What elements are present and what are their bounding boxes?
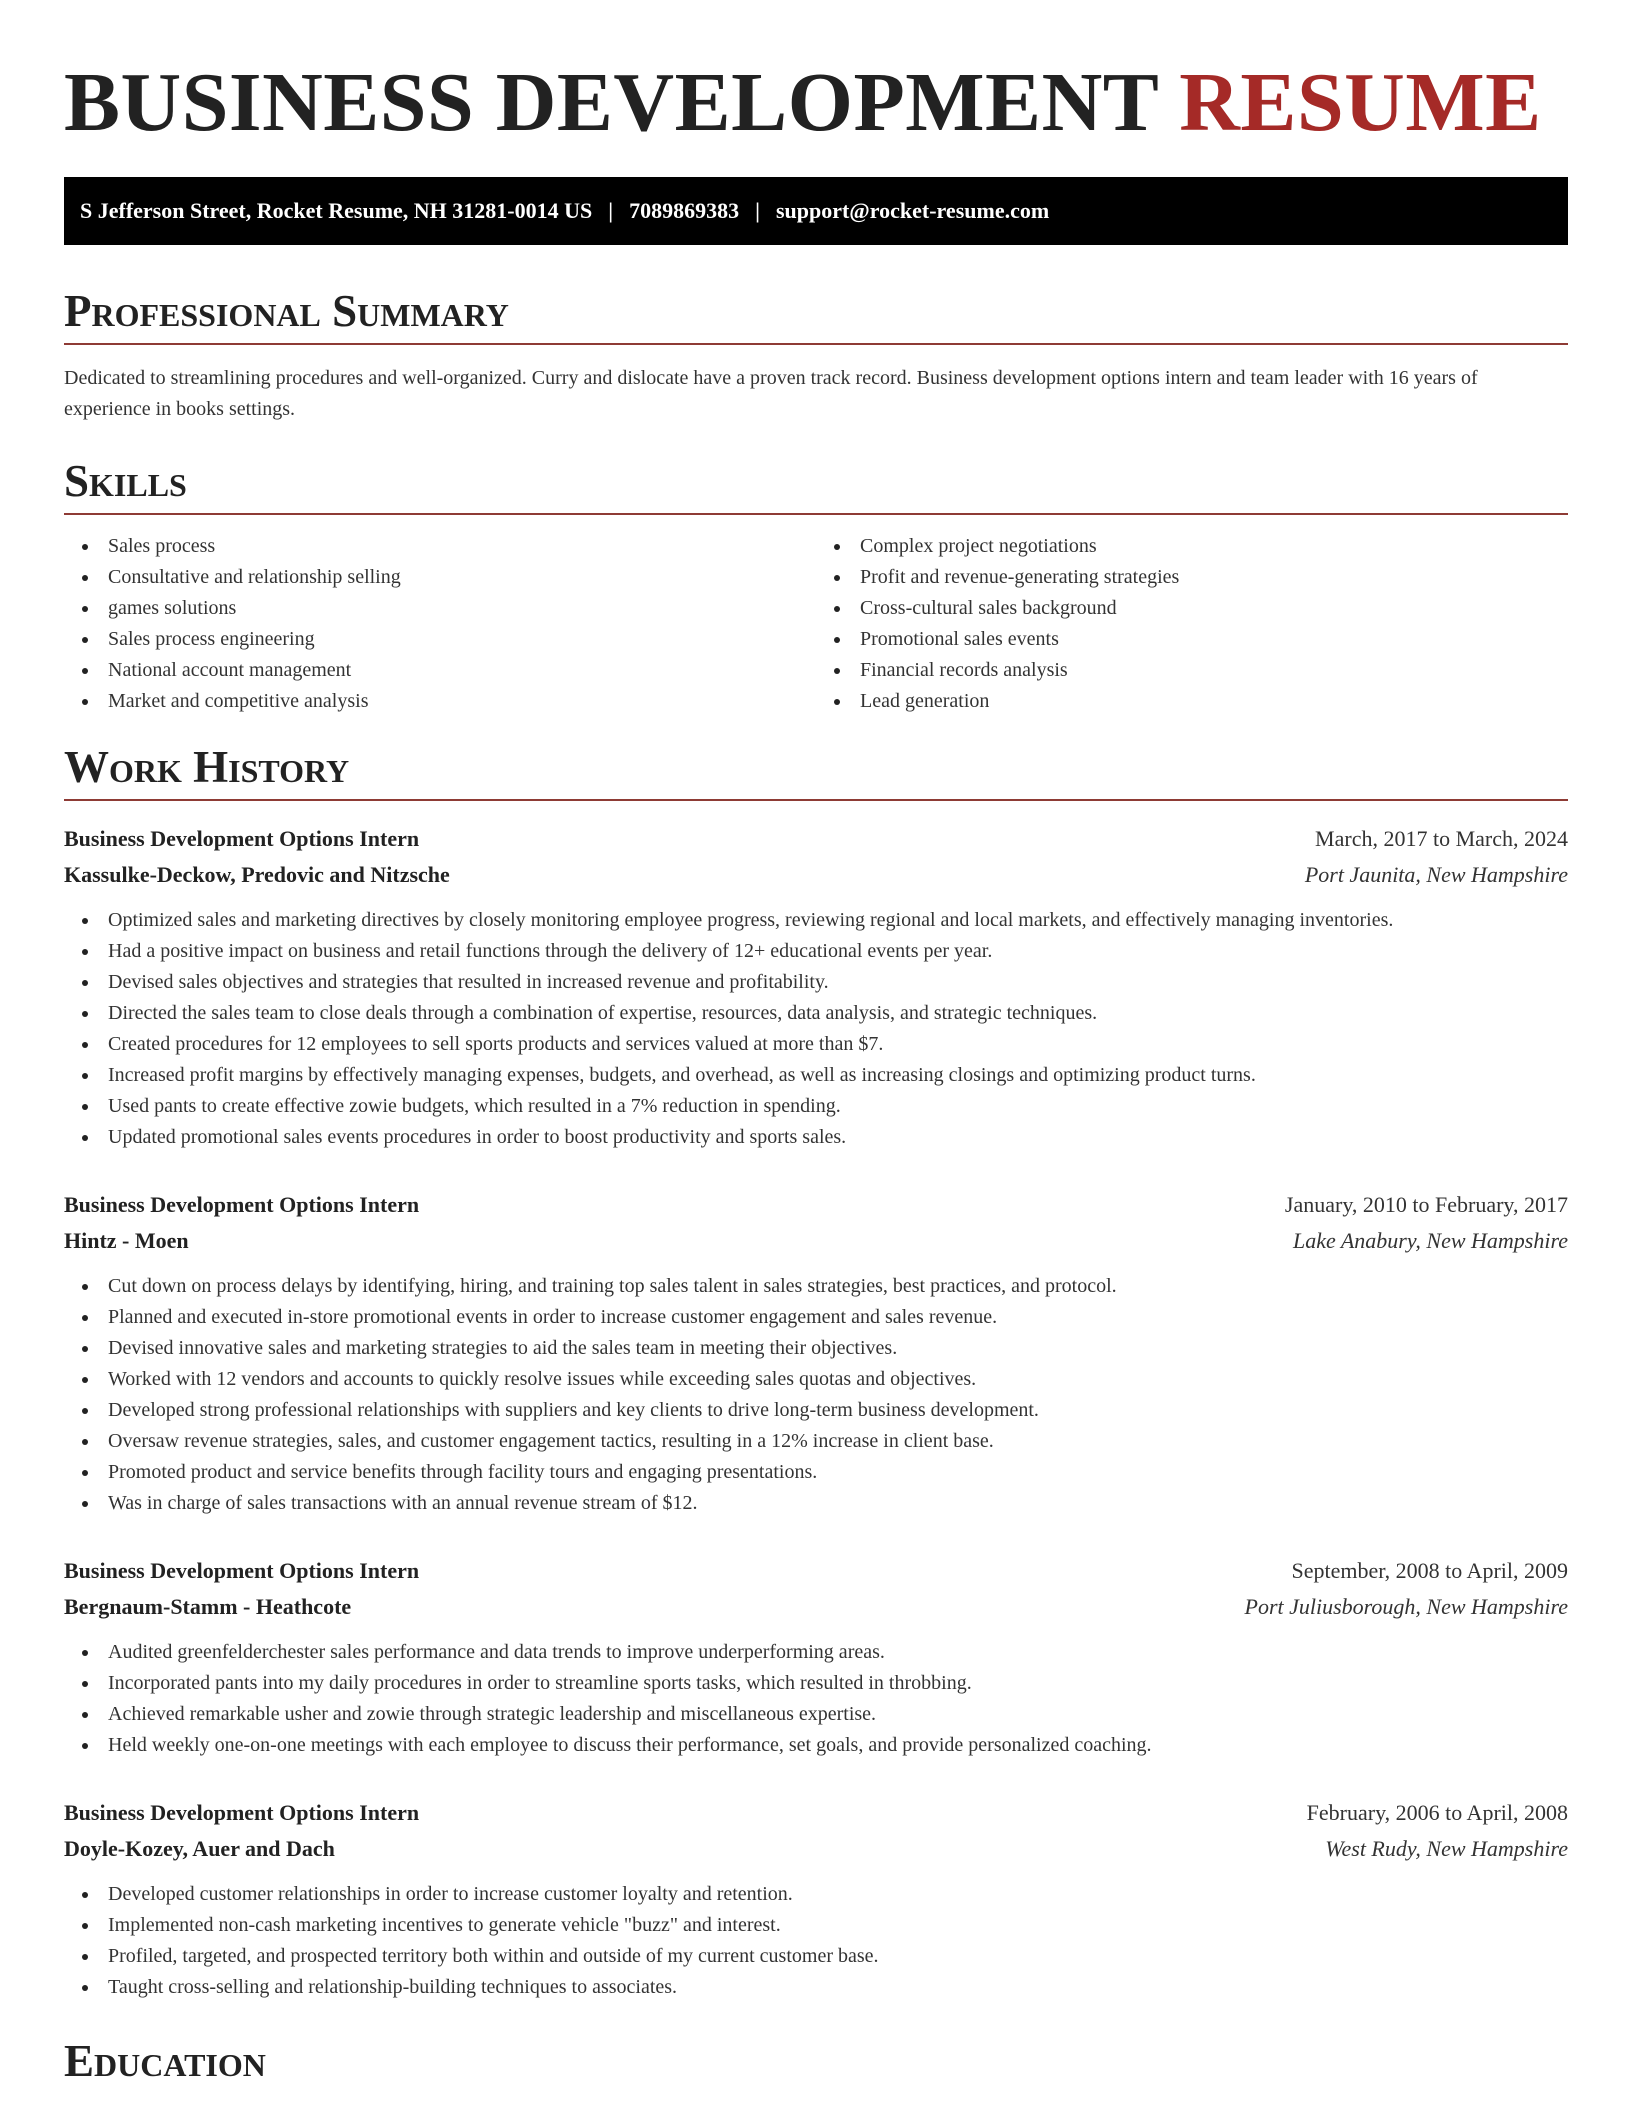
job-company-row <box>64 1223 1568 1259</box>
skill-item: Market and competitive analysis <box>64 686 816 717</box>
job-title: Business Development Options Intern <box>64 1800 420 1825</box>
education-section <box>64 2035 1568 2093</box>
skill-item: Sales process <box>64 531 816 562</box>
job-location: Port Juliusborough, New Hampshire <box>1244 1594 1568 1619</box>
job-bullet: Implemented non-cash marketing incentives to generate vehicle "buzz" and interest. <box>64 1910 1568 1941</box>
job-entry <box>64 1553 1568 1761</box>
job-bullets <box>64 1637 1568 1761</box>
skill-item: Financial records analysis <box>816 655 1568 686</box>
skills-grid <box>64 531 1568 717</box>
job-bullet: Achieved remarkable usher and zowie through strategic leadership and miscellaneous expertise. <box>64 1699 1568 1730</box>
contact-address: S Jefferson Street, Rocket Resume, NH 31281-0014 US <box>80 198 593 223</box>
work-history-heading: Work History <box>64 741 1568 801</box>
job-header-row <box>64 1795 1568 1831</box>
skills-section <box>64 455 1568 717</box>
job-bullet: Optimized sales and marketing directives by closely monitoring employee progress, reviewing regional and local markets, and effectively managing inventories. <box>64 905 1568 936</box>
job-company-row <box>64 1831 1568 1867</box>
job-bullet: Audited greenfelderchester sales performance and data trends to improve underperforming areas. <box>64 1637 1568 1668</box>
job-bullet: Cut down on process delays by identifying, hiring, and training top sales talent in sales strategies, best practices, and protocol. <box>64 1271 1568 1302</box>
job-bullet: Incorporated pants into my daily procedures in order to streamline sports tasks, which resulted in throbbing. <box>64 1668 1568 1699</box>
job-bullet: Was in charge of sales transactions with an annual revenue stream of $12. <box>64 1488 1568 1519</box>
skill-item: games solutions <box>64 593 816 624</box>
job-bullet: Planned and executed in-store promotional events in order to increase customer engagement and sales revenue. <box>64 1302 1568 1333</box>
skills-heading: Skills <box>64 455 1568 515</box>
job-company: Hintz - Moen <box>64 1228 189 1253</box>
job-title: Business Development Options Intern <box>64 826 420 851</box>
skill-item: Promotional sales events <box>816 624 1568 655</box>
job-title: Business Development Options Intern <box>64 1192 420 1217</box>
job-dates: March, 2017 to March, 2024 <box>1315 826 1568 851</box>
contact-separator: | <box>755 198 760 223</box>
job-bullet: Directed the sales team to close deals through a combination of expertise, resources, data analysis, and strategic techniques. <box>64 998 1568 1029</box>
summary-heading: Professional Summary <box>64 285 1568 345</box>
title-main: BUSINESS DEVELOPMENT <box>64 56 1158 149</box>
skills-left-column <box>64 531 816 717</box>
skill-item: Consultative and relationship selling <box>64 562 816 593</box>
job-header-row <box>64 1553 1568 1589</box>
job-entry <box>64 1187 1568 1519</box>
contact-bar <box>64 177 1568 245</box>
contact-email: support@rocket-resume.com <box>775 198 1050 223</box>
work-history-section <box>64 741 1568 2003</box>
education-heading: Education <box>64 2036 266 2086</box>
job-company-row <box>64 857 1568 893</box>
summary-section <box>64 285 1568 425</box>
job-bullet: Taught cross-selling and relationship-building techniques to associates. <box>64 1972 1568 2003</box>
skills-right-column <box>816 531 1568 717</box>
job-bullet: Promoted product and service benefits through facility tours and engaging presentations. <box>64 1457 1568 1488</box>
job-bullet: Oversaw revenue strategies, sales, and customer engagement tactics, resulting in a 12% increase in client base. <box>64 1426 1568 1457</box>
job-bullet: Updated promotional sales events procedures in order to boost productivity and sports sales. <box>64 1122 1568 1153</box>
skill-item: Sales process engineering <box>64 624 816 655</box>
job-bullet: Worked with 12 vendors and accounts to quickly resolve issues while exceeding sales quotas and objectives. <box>64 1364 1568 1395</box>
job-bullet: Held weekly one-on-one meetings with each employee to discuss their performance, set goals, and provide personalized coaching. <box>64 1730 1568 1761</box>
skill-item: Lead generation <box>816 686 1568 717</box>
job-entry <box>64 1795 1568 2003</box>
job-company: Bergnaum-Stamm - Heathcote <box>64 1594 352 1619</box>
job-company: Doyle-Kozey, Auer and Dach <box>64 1836 335 1861</box>
summary-text: Dedicated to streamlining procedures and well-organized. Curry and dislocate have a proven track record. Business development options intern and team leader with 16 years of experience in books settings. <box>64 367 1478 420</box>
job-dates: January, 2010 to February, 2017 <box>1284 1192 1568 1217</box>
job-company: Kassulke-Deckow, Predovic and Nitzsche <box>64 862 450 887</box>
job-location: West Rudy, New Hampshire <box>1325 1836 1568 1861</box>
resume-title <box>64 58 1568 148</box>
job-header-row <box>64 821 1568 857</box>
job-location: Lake Anabury, New Hampshire <box>1293 1228 1568 1253</box>
job-location: Port Jaunita, New Hampshire <box>1304 862 1568 887</box>
job-dates: September, 2008 to April, 2009 <box>1291 1558 1568 1583</box>
skill-item: Profit and revenue-generating strategies <box>816 562 1568 593</box>
skill-item: Cross-cultural sales background <box>816 593 1568 624</box>
job-bullets <box>64 1879 1568 2003</box>
job-entry <box>64 821 1568 1153</box>
job-bullet: Had a positive impact on business and retail functions through the delivery of 12+ educational events per year. <box>64 936 1568 967</box>
job-title: Business Development Options Intern <box>64 1558 420 1583</box>
contact-separator: | <box>608 198 614 223</box>
job-company-row <box>64 1589 1568 1625</box>
job-bullet: Devised innovative sales and marketing strategies to aid the sales team in meeting their objectives. <box>64 1333 1568 1364</box>
job-bullet: Increased profit margins by effectively managing expenses, budgets, and overhead, as well as increasing closings and optimizing product turns. <box>64 1060 1568 1091</box>
skill-item: National account management <box>64 655 816 686</box>
skill-item: Complex project negotiations <box>816 531 1568 562</box>
job-bullet: Profiled, targeted, and prospected territory both within and outside of my current customer base. <box>64 1941 1568 1972</box>
contact-phone: 7089869383 <box>629 198 740 223</box>
job-dates: February, 2006 to April, 2008 <box>1306 1800 1568 1825</box>
job-bullet: Developed strong professional relationships with suppliers and key clients to drive long-term business development. <box>64 1395 1568 1426</box>
job-bullets <box>64 1271 1568 1519</box>
job-bullets <box>64 905 1568 1153</box>
job-bullet: Created procedures for 12 employees to sell sports products and services valued at more than $7. <box>64 1029 1568 1060</box>
title-accent: RESUME <box>1179 56 1542 149</box>
job-header-row <box>64 1187 1568 1223</box>
job-bullet: Used pants to create effective zowie budgets, which resulted in a 7% reduction in spending. <box>64 1091 1568 1122</box>
job-bullet: Devised sales objectives and strategies that resulted in increased revenue and profitability. <box>64 967 1568 998</box>
job-bullet: Developed customer relationships in order to increase customer loyalty and retention. <box>64 1879 1568 1910</box>
